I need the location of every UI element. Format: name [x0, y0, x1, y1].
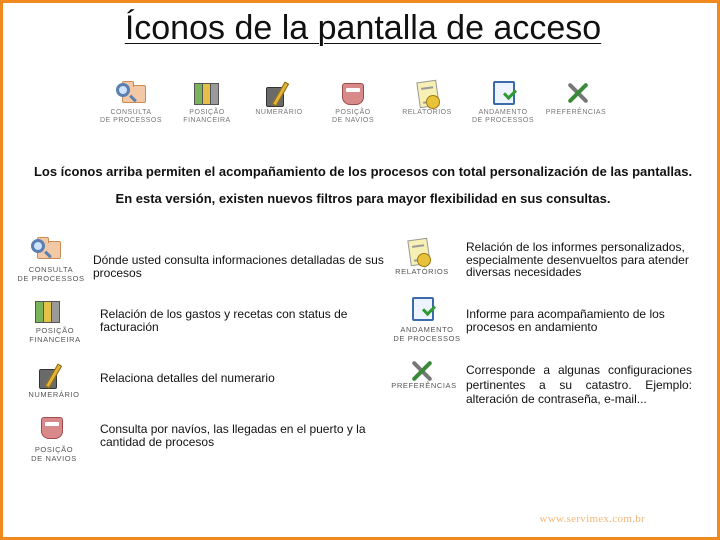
item-description: Consulta por navíos, las llegadas en el puerto y la cantidad de procesos: [100, 422, 366, 449]
toolbar-label: CONSULTA DE PROCESSOS: [99, 109, 162, 124]
preferencias-icon: [561, 79, 591, 107]
item-label: POSIÇÃO DE NAVIOS: [31, 445, 77, 463]
toolbar-label: NUMERÁRIO: [255, 109, 303, 116]
financeira-icon: [192, 79, 222, 107]
toolbar-label: PREFERÊNCIAS: [545, 109, 607, 116]
toolbar-numerario-button[interactable]: [243, 79, 315, 117]
item-description: Relación de los gastos y recetas con status de facturación: [100, 307, 348, 334]
footer-url: www.servimex.com.br: [539, 513, 645, 525]
item-description: Corresponde a algunas configuraciones pertinentes a su catastro. Ejemplo: alteración de contraseña, e-mail...: [466, 363, 692, 406]
toolbar-relatorios-button[interactable]: [391, 79, 463, 117]
item-label: RELATÓRIOS: [395, 267, 449, 276]
page-title: Íconos de la pantalla de acceso: [124, 9, 602, 47]
toolbar-label: ANDAMENTO DE PROCESSOS: [471, 109, 534, 124]
toolbar-label: RELATÓRIOS: [402, 109, 452, 116]
icon-toolbar: [95, 79, 625, 131]
toolbar-preferencias-button[interactable]: [540, 79, 612, 117]
andamento-icon: [488, 79, 518, 107]
relatorios-icon: [412, 79, 442, 107]
item-description: Informe para acompañamiento de los procesos en andamiento: [466, 307, 665, 334]
item-label: PREFERÊNCIAS: [391, 381, 457, 390]
toolbar-consulta-button[interactable]: [95, 79, 167, 125]
navios-icon: [37, 413, 73, 447]
toolbar-label: POSIÇÃO FINANCEIRA: [183, 109, 231, 124]
toolbar-label: POSIÇÃO DE NAVIOS: [331, 109, 375, 124]
toolbar-financeira-button[interactable]: [171, 79, 243, 125]
item-description: Relación de los informes personalizados, especialmente desenvueltos para atender diversas necesidades: [466, 240, 689, 279]
item-label: NUMERÁRIO: [28, 390, 80, 399]
navios-icon: [338, 79, 368, 107]
intro-paragraph: Los íconos arriba permiten el acompañamiento de los procesos con total personalización de las pantallas. En esta versión, existen nuevos filtros para mayor flexibilidad en sus consultas.: [33, 164, 693, 206]
item-description: Dónde usted consulta informaciones detalladas de sus procesos: [93, 253, 384, 280]
toolbar-navios-button[interactable]: [317, 79, 389, 125]
item-description: Relaciona detalles del numerario: [100, 371, 275, 385]
andamento-icon: [407, 295, 443, 329]
item-label: CONSULTA DE PROCESSOS: [17, 265, 85, 283]
item-label: POSIÇÃO FINANCEIRA: [29, 326, 81, 344]
consulta-icon: [116, 79, 146, 107]
consulta-icon: [31, 235, 67, 269]
numerario-icon: [264, 79, 294, 107]
toolbar-andamento-button[interactable]: [467, 79, 539, 125]
relatorios-icon: [403, 237, 439, 271]
item-label: ANDAMENTO DE PROCESSOS: [393, 325, 461, 343]
